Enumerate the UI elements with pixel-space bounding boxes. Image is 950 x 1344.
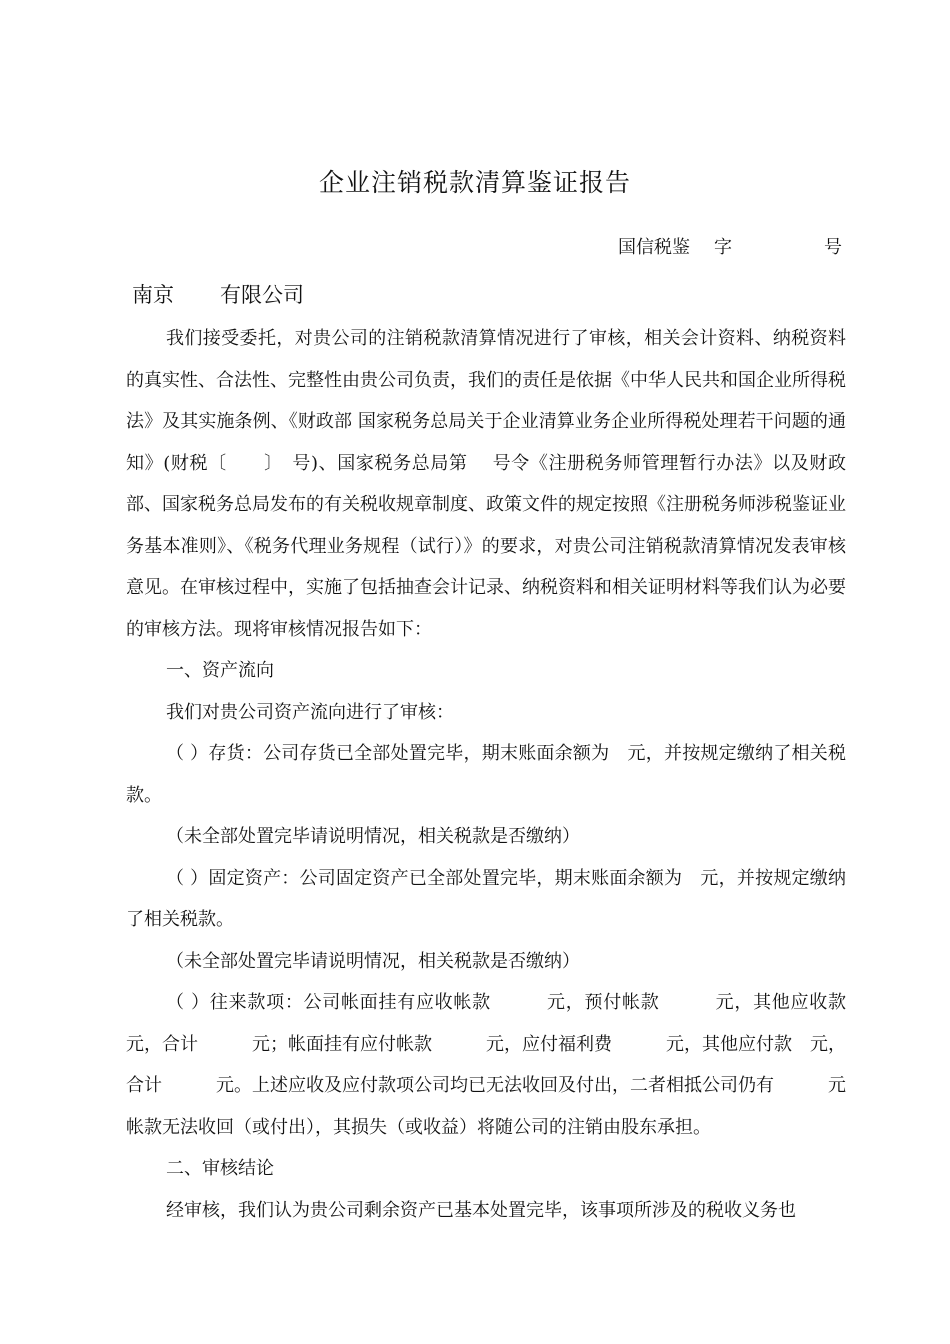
- intro-paragraph: 我们接受委托，对贵公司的注销税款清算情况进行了审核，相关会计资料、纳税资料的真实性、合法性、完整性由贵公司负责，我们的责任是依据《中华人民共和国企业所得税法》及其实施条例、《财政部 国家税务总局关于企业清算业务企业所得税处理若干问题的通知》(财税〔 〕 号)、国家税务总局第 号令《注册税务师管理暂行办法》以及财政部、国家税务总局发布的有关税收规章制度、政策文件的规定按照《注册税务师涉税鉴证业务基本准则》、《税务代理业务规程（试行）》的要求，对贵公司注销税款清算情况发表审核意见。在审核过程中，实施了包括抽查会计记录、纳税资料和相关证明材料等我们认为必要的审核方法。现将审核情况报告如下：: [126, 328, 846, 640]
- section-heading-conclusion: 二、审核结论: [166, 1158, 274, 1179]
- recipient-company-suffix: 有限公司: [220, 283, 304, 307]
- inventory-paragraph: （ ）存货：公司存货已全部处置完毕，期末账面余额为 元，并按规定缴纳了相关税款。: [126, 743, 846, 806]
- document-number-prefix: 国信税鉴: [618, 237, 690, 258]
- fixed-assets-note: （未全部处置完毕请说明情况，相关税款是否缴纳）: [166, 950, 580, 972]
- fixed-assets-paragraph: （ ）固定资产：公司固定资产已全部处置完毕，期末账面余额为 元，并按规定缴纳了相关税款。: [126, 867, 846, 930]
- conclusion-paragraph: 经审核，我们认为贵公司剩余资产已基本处置完毕，该事项所涉及的税收义务也: [166, 1199, 796, 1221]
- document-number-hao: 号: [824, 237, 842, 258]
- recipient-line: [132, 279, 304, 309]
- document-number-zi: 字: [714, 237, 732, 258]
- receivables-payables-paragraph: （ ）往来款项：公司帐面挂有应收帐款 元，预付帐款 元，其他应收款 元，合计 元；帐面挂有应付帐款 元，应付福利费 元，其他应付款 元，合计 元。上述应收及应付款项公司均已无法收回及付出，二者相抵公司仍有 元帐款无法收回（或付出），其损失（或收益）将随公司的注销由股东承担。: [126, 992, 864, 1138]
- document-title: 企业注销税款清算鉴证报告: [318, 168, 631, 197]
- report-body: [126, 318, 864, 1231]
- inventory-note: （未全部处置完毕请说明情况，相关税款是否缴纳）: [166, 826, 580, 847]
- asset-flow-intro: 我们对贵公司资产流向进行了审核：: [166, 701, 454, 723]
- section-heading-asset-flow: 一、资产流向: [166, 660, 274, 681]
- recipient-city: 南京: [132, 283, 174, 307]
